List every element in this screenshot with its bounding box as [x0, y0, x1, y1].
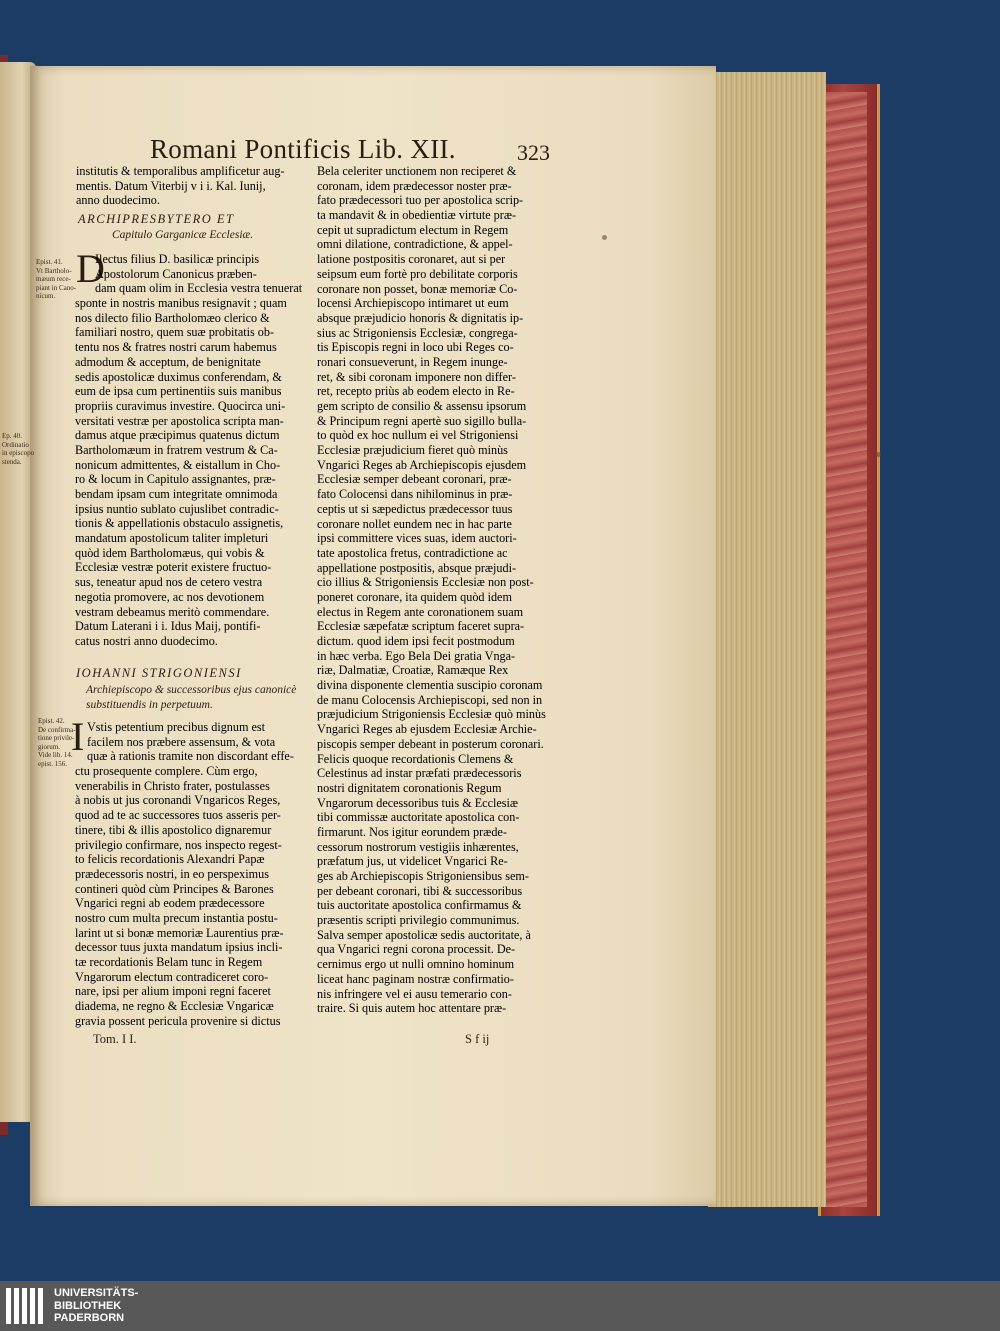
heading-iohanni: IOHANNI STRIGONIENSI: [76, 666, 242, 680]
text-line: locensi Archiepiscopo intimaret ut eum: [317, 296, 509, 311]
text-line: to felicis recordationis Alexandri Papæ: [75, 852, 265, 867]
text-line: Celestinus ad instar præfati prædecessoris: [317, 766, 522, 781]
text-line: dictum. quod idem ipsi fecit postmodum: [317, 634, 515, 648]
text-line: coronam, idem prædecessor noster præ-: [317, 178, 512, 193]
library-footer: [0, 1281, 1000, 1331]
text-line: Vngarorum decessoribus tuis & Ecclesiæ: [317, 795, 519, 810]
text-line: ret, & sibi coronam imponere non differ-: [317, 369, 516, 384]
margin-note-line: stenda.: [2, 457, 22, 466]
text-line: catus nostri anno duodecimo.: [75, 633, 218, 648]
text-line: à nobis ut jus coronandi Vngaricos Reges,: [75, 793, 281, 808]
text-line: propriis curavimus investire. Quocirca uni-: [75, 398, 286, 413]
text-line: venerabilis in Christo frater, postulasses: [75, 778, 270, 793]
text-line: quæ à rationis tramite non discordant effe-: [87, 749, 294, 764]
text-line: fato prædecessori tuo per apostolica scrip-: [317, 193, 524, 208]
text-line: & Principum regni apertè suo sigillo bulla-: [317, 413, 527, 428]
right-column: [317, 164, 546, 1016]
text-line: riæ, Dalmatiæ, Croatiæ, Ramæque Rex: [317, 663, 509, 678]
text-line: Ecclesiæ vestræ poterit existere fructuo-: [75, 560, 272, 575]
signature-sf: S f ij: [465, 1032, 490, 1046]
margin-note-3: [38, 717, 76, 768]
text-line: dam quam olim in Ecclesia vestra tenuerat: [95, 281, 303, 296]
text-line: Salva semper apostolicæ sedis auctoritate, à: [317, 927, 531, 942]
margin-note-line: epist. 156.: [38, 759, 67, 768]
text-line: tate apostolica fretus, contradictione ac: [317, 545, 508, 560]
text-line: anno duodecimo.: [76, 193, 160, 208]
text-line: cernimus ergo ut nulli omnino hominum: [317, 957, 515, 972]
text-line: tæ recordationis Belam tunc in Regem: [75, 955, 263, 969]
text-line: tionis & appellationis obstaculo assignetis,: [75, 516, 284, 531]
text-line: appellatione postpositis, absque præjudi-: [317, 560, 517, 575]
text-line: cessorum nostrorum vestigiis inhærentes,: [317, 839, 519, 854]
text-line: electus in Regem ante coronationem suam: [317, 604, 524, 619]
text-line: coronare non posset, bonæ memoriæ Co-: [317, 281, 518, 296]
text-line: traire. Si quis autem hoc attentare præ-: [317, 1001, 507, 1016]
text-line: qua Vngarici regni corona processit. De-: [317, 942, 516, 957]
text-line: liceat hanc paginam nostræ confirmatio-: [317, 971, 514, 986]
text-line: poneret coronare, ita quidem quòd idem: [317, 589, 512, 604]
margin-note-line: tione privile-: [38, 734, 75, 742]
text-line: omni dilatione, contradictione, & appel-: [317, 237, 513, 252]
text-line: Vngarici regni ab eodem prædecessore: [75, 896, 265, 911]
text-line: Vngarorum electum contradiceret coro-: [75, 969, 269, 984]
text-line: tis Episcopis regni in loco ubi Reges co-: [317, 340, 514, 355]
margin-note-line: Epist. 41.: [36, 258, 63, 266]
text-line: mentis. Datum Viterbij v i i. Kal. Iunij,: [76, 178, 266, 193]
text-line: mandatum apostolicum taliter impleturi: [75, 531, 269, 546]
text-line: eum de ipsa cum pertinentiis suis manibus: [75, 384, 282, 399]
text-line: tentu nos & fratres nostri carum habemus: [75, 340, 277, 355]
text-line: privilegio confirmare, nos inspecto regest-: [75, 837, 282, 852]
text-line: diadema, ne regno & Ecclesiæ Vngaricæ: [75, 999, 274, 1014]
text-line: quod ad te ac successores tuos asseris per-: [75, 808, 281, 823]
margin-note-line: mæum rece-: [36, 275, 71, 283]
text-line: facilem nos præbere assensum, & vota: [87, 734, 276, 749]
text-line: absque præjudicio honoris & dignitatis ip-: [317, 310, 524, 325]
margin-note-line: piant in Cano-: [36, 283, 77, 292]
text-line: latione postpositis coronaret, aut si per: [317, 252, 506, 267]
logo-line-2: BIBLIOTHEK: [54, 1299, 122, 1312]
text-line: tuis auctoritate apostolica confirmamus &: [317, 898, 522, 913]
text-line: Vngarici Reges ab Archiepiscopis ejusdem: [317, 457, 527, 472]
text-line: Apostolorum Canonicus præben-: [95, 266, 257, 281]
dropcap-i: I: [71, 714, 85, 759]
letter-2: [75, 720, 294, 1028]
text-line: per debeant coronari, tibi & successoribus: [317, 883, 523, 898]
text-line: quòd idem Bartholomæus, qui vobis &: [75, 545, 265, 560]
margin-note-line: Vt Bartholo-: [36, 266, 72, 275]
text-line: nostri dignitatem coronationis Regum: [317, 780, 502, 795]
ink-spot: [602, 235, 607, 240]
text-line: Vstis petentium precibus dignum est: [87, 720, 266, 734]
text-line: Ecclesiæ semper debeant coronari, præ-: [317, 472, 512, 487]
text-line: ret, recepto priùs ab eodem electo in Re-: [317, 384, 515, 399]
text-line: ipsius nuntio sublato cujuslibet contradic-: [75, 501, 279, 516]
text-line: de manu Colocensis Archiepiscopi, sed non in: [317, 692, 543, 707]
text-line: larint ut si bonæ memoriæ Laurentius præ-: [75, 925, 284, 940]
margin-note-line: De confirma-: [38, 725, 76, 734]
text-line: prædecessoris nostri, in eo perspeximus: [75, 866, 269, 881]
text-line: in hæc verba. Ego Bela Dei gratia Vnga-: [317, 648, 516, 663]
text-line: ro & locum in Capitulo assignantes, præ-: [75, 472, 276, 487]
text-line: seipsum eum fortè pro debilitate corporis: [317, 266, 518, 281]
signature-tom: Tom. I I.: [93, 1032, 137, 1046]
text-line: coronare nollet eundem nec in hac parte: [317, 516, 512, 531]
letter-1: [75, 252, 302, 649]
text-line: nostro cum multa precum instantia postu-: [75, 910, 278, 925]
text-line: Ecclesiæ sæpefatæ scriptum faceret supra-: [317, 619, 525, 634]
text-line: ctu prosequente complere. Cùm ergo,: [75, 764, 258, 779]
library-logo-text: [54, 1287, 138, 1325]
margin-note-line: Vide lib. 14.: [38, 751, 73, 759]
text-line: institutis & temporalibus amplificetur aug-: [76, 164, 285, 178]
page-number: 323: [517, 140, 550, 165]
text-line: cepit ut supradictum electum in Regem: [317, 222, 509, 237]
running-head: Romani Pontificis Lib. XII.: [150, 134, 456, 164]
text-line: nis infringere vel ei ausu temerario con-: [317, 986, 512, 1001]
text-line: versitati vestræ per apostolica scripta man-: [75, 413, 284, 428]
margin-note-line: nicum.: [36, 292, 56, 300]
text-line: damus atque præcipimus quatenus dictum: [75, 428, 280, 443]
marbled-endpaper: [823, 92, 867, 1207]
heading-archipresbytero-sub: Capitulo Garganicæ Ecclesiæ.: [112, 229, 254, 241]
text-line: contineri quòd cùm Principes & Barones: [75, 881, 274, 896]
text-line: Ecclesiæ præjudicium fieret quò minùs: [317, 443, 508, 458]
heading-iohanni-sub1: Archiepiscopo & successoribus ejus canonicè: [86, 684, 297, 696]
text-line: ronari consueverunt, in Regem inunge-: [317, 354, 508, 369]
text-line: Ilectus filius D. basilicæ principis: [95, 252, 260, 266]
text-line: negotia promovere, ac nos devotionem: [75, 589, 265, 604]
library-logo-icon: [6, 1288, 46, 1324]
left-intro: [76, 164, 285, 208]
text-line: præjudicium Strigoniensis Ecclesiæ quò minùs: [317, 707, 546, 722]
heading-iohanni-sub2: substituendis in perpetuum.: [86, 699, 213, 711]
text-line: ipsi committere vices suas, idem auctori-: [317, 531, 517, 546]
text-line: to quòd ex hoc nullum ei vel Strigoniensi: [317, 428, 519, 443]
text-line: vestram debeamus meritò commendare.: [75, 604, 270, 619]
dropcap-d: D: [76, 246, 105, 291]
margin-note-line: Epist. 42.: [38, 717, 65, 725]
text-line: Vngarici Reges ab ejusdem Ecclesiæ Archie-: [317, 722, 537, 737]
text-line: Felicis quoque recordationis Clemens &: [317, 751, 514, 766]
text-line: bendam ipsam cum integritate omnimoda: [75, 487, 278, 501]
text-line: gem scripto de consilio & assensu ipsorum: [317, 399, 527, 413]
text-line: Bela celeriter unctionem non reciperet &: [317, 164, 517, 178]
text-line: præfatum jus, ut videlicet Vngarici Re-: [317, 854, 508, 869]
text-line: decessor tuus juxta mandatum ipsius incli-: [75, 940, 283, 955]
text-line: sedis apostolicæ duximus conferendam, &: [75, 369, 282, 384]
text-line: gravia possent pericula provenire si dictus: [75, 1013, 281, 1028]
text-line: nonicum admittentes, & eistallum in Cho-: [75, 457, 281, 472]
margin-note-1: [36, 258, 76, 301]
text-line: sus, teneatur apud nos de cetero vestra: [75, 575, 263, 590]
text-line: ges ab Archiepiscopis Strigoniensibus sem-: [317, 869, 529, 883]
text-line: Datum Laterani i i. Idus Maij, pontifi-: [75, 619, 261, 634]
text-line: ta mandavit & in obedientiæ virtute præ-: [317, 208, 517, 223]
margin-note-line: in episcopo: [2, 449, 35, 457]
margin-note-line: giorum.: [38, 742, 60, 751]
text-line: præsentis scripti privilegio communimus.: [317, 913, 520, 928]
text-line: tibi commissæ auctoritate apostolica con-: [317, 810, 520, 825]
text-line: firmarunt. Nos igitur eorundem præde-: [317, 824, 507, 839]
ink-spot: [876, 452, 881, 457]
text-line: sius ac Strigoniensis Ecclesiæ, congrega-: [317, 325, 518, 340]
text-line: familiari nostro, quem suæ probitatis ob-: [75, 325, 275, 340]
text-line: piscopis semper debeant in posterum coronari.: [317, 736, 544, 751]
text-line: admodum & acceptum, de benignitate: [75, 354, 261, 369]
text-line: cio illius & Strigoniensis Ecclesiæ non post-: [317, 575, 534, 590]
text-line: sponte in nostris manibus resignavit ; quam: [75, 296, 287, 311]
text-line: ceptis ut si sæpedictus prædecessor tuus: [317, 501, 513, 516]
text-line: nare, ipsi per alium imponi regni faceret: [75, 984, 271, 999]
page-edges: [708, 72, 826, 1207]
text-line: fato Colocensi dans nihilominus in præ-: [317, 487, 513, 502]
text-line: tinere, tibi & illis apostolico dignaremur: [75, 822, 272, 837]
heading-archipresbytero: ARCHIPRESBYTERO ET: [78, 212, 235, 226]
margin-note-2: [2, 432, 34, 466]
text-line: nos dilecto filio Bartholomæo clerico &: [75, 310, 270, 325]
margin-note-line: Ordinatio: [2, 440, 29, 449]
logo-line-1: UNIVERSITÄTS-: [54, 1287, 139, 1299]
margin-note-line: Ep. 40.: [2, 432, 23, 440]
text-line: Bartholomæum in fratrem vestrum & Ca-: [75, 442, 278, 457]
logo-line-3: PADERBORN: [54, 1312, 125, 1324]
text-line: divina disponente clementia suscipio coronam: [317, 678, 543, 693]
